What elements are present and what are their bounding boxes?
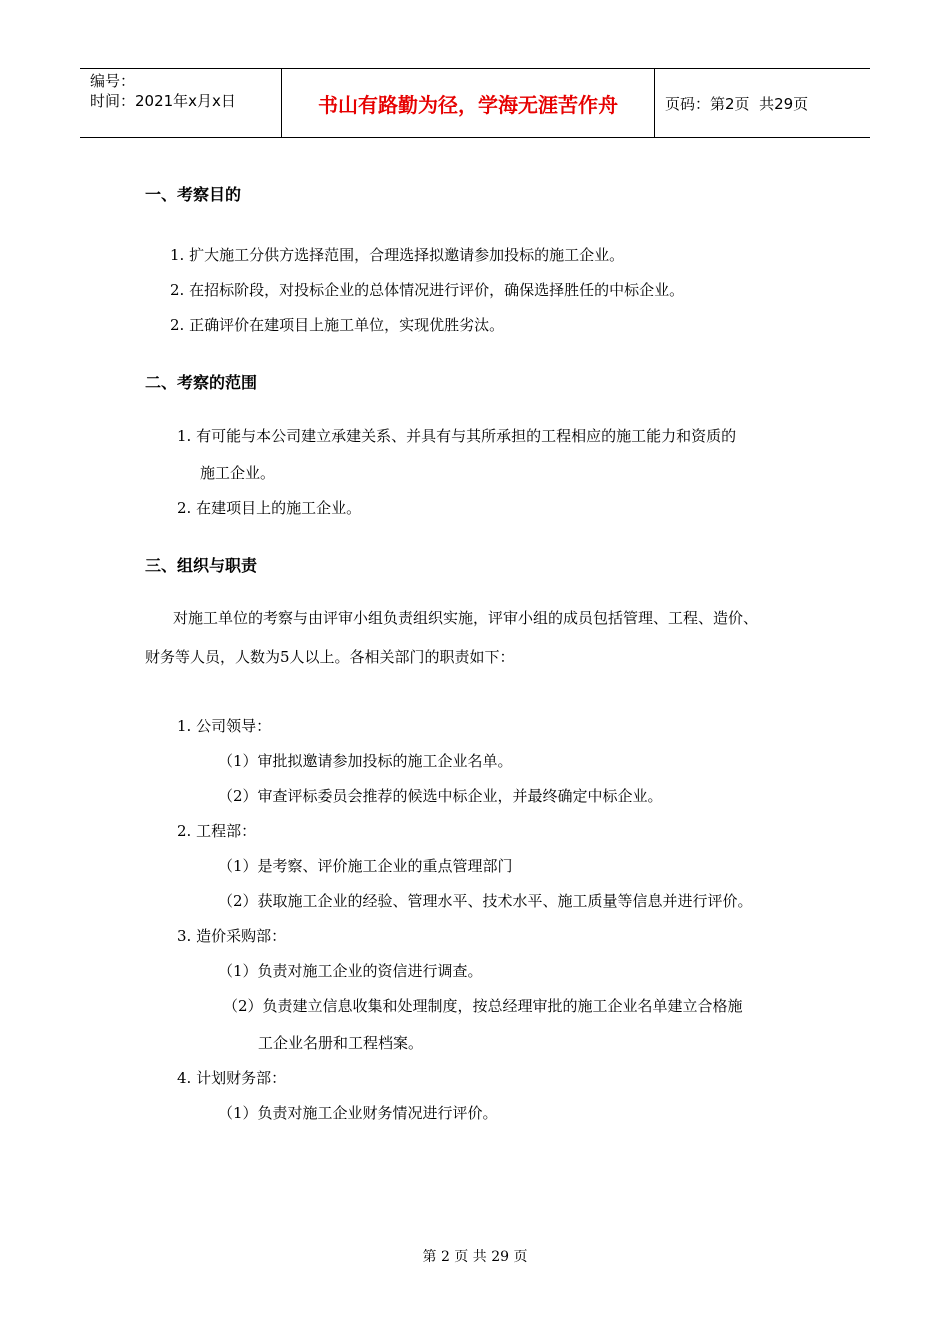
section-title: 二、考察的范围 <box>145 373 258 392</box>
paragraph-line: 对施工单位的考察与由评审小组负责组织实施，评审小组的成员包括管理、工程、造价、 <box>173 609 759 627</box>
list-item: 2. 工程部： <box>177 822 257 840</box>
list-item: 1. 扩大施工分供方选择范围，合理选择拟邀请参加投标的施工企业。 <box>170 246 625 264</box>
list-item: （2）审查评标委员会推荐的候选中标企业，并最终确定中标企业。 <box>218 787 663 805</box>
list-item: （2）获取施工企业的经验、管理水平、技术水平、施工质量等信息并进行评价。 <box>218 892 753 910</box>
list-item: （2）负责建立信息收集和处理制度，按总经理审批的施工企业名单建立合格施 <box>223 997 743 1015</box>
list-item: （1）是考察、评价施工企业的重点管理部门 <box>218 857 513 875</box>
list-item: 2. 在建项目上的施工企业。 <box>177 499 362 517</box>
list-item: 2. 在招标阶段，对投标企业的总体情况进行评价，确保选择胜任的中标企业。 <box>170 281 685 299</box>
list-item: 1. 公司领导： <box>177 717 272 735</box>
paragraph-line: 财务等人员，人数为5人以上。各相关部门的职责如下： <box>145 648 515 666</box>
doc-time-label: 时间：2021年x月x日 <box>90 92 236 110</box>
header-page-cell <box>655 69 870 137</box>
doc-number-label: 编号： <box>90 72 136 90</box>
list-item: （1）审批拟邀请参加投标的施工企业名单。 <box>218 752 513 770</box>
list-item: 3. 造价采购部： <box>177 927 287 945</box>
list-item: 2. 正确评价在建项目上施工单位，实现优胜劣汰。 <box>170 316 505 334</box>
section-title: 一、考察目的 <box>145 185 242 204</box>
page-header <box>80 68 870 138</box>
page-footer: 第 2 页 共 29 页 <box>422 1249 528 1265</box>
header-motto: 书山有路勤为径，学海无涯苦作舟 <box>318 92 618 117</box>
list-item: 施工企业。 <box>200 464 276 482</box>
list-item: 1. 有可能与本公司建立承建关系、并具有与其所承担的工程相应的施工能力和资质的 <box>177 427 737 445</box>
header-meta <box>80 69 282 137</box>
list-item: 工企业名册和工程档案。 <box>258 1034 424 1052</box>
section-title: 三、组织与职责 <box>145 556 258 575</box>
header-motto-cell <box>282 69 655 137</box>
list-item: （1）负责对施工企业财务情况进行评价。 <box>218 1104 498 1122</box>
list-item: 4. 计划财务部： <box>177 1069 287 1087</box>
header-page-label: 页码：第2页 共29页 <box>665 94 809 113</box>
list-item: （1）负责对施工企业的资信进行调查。 <box>218 962 483 980</box>
